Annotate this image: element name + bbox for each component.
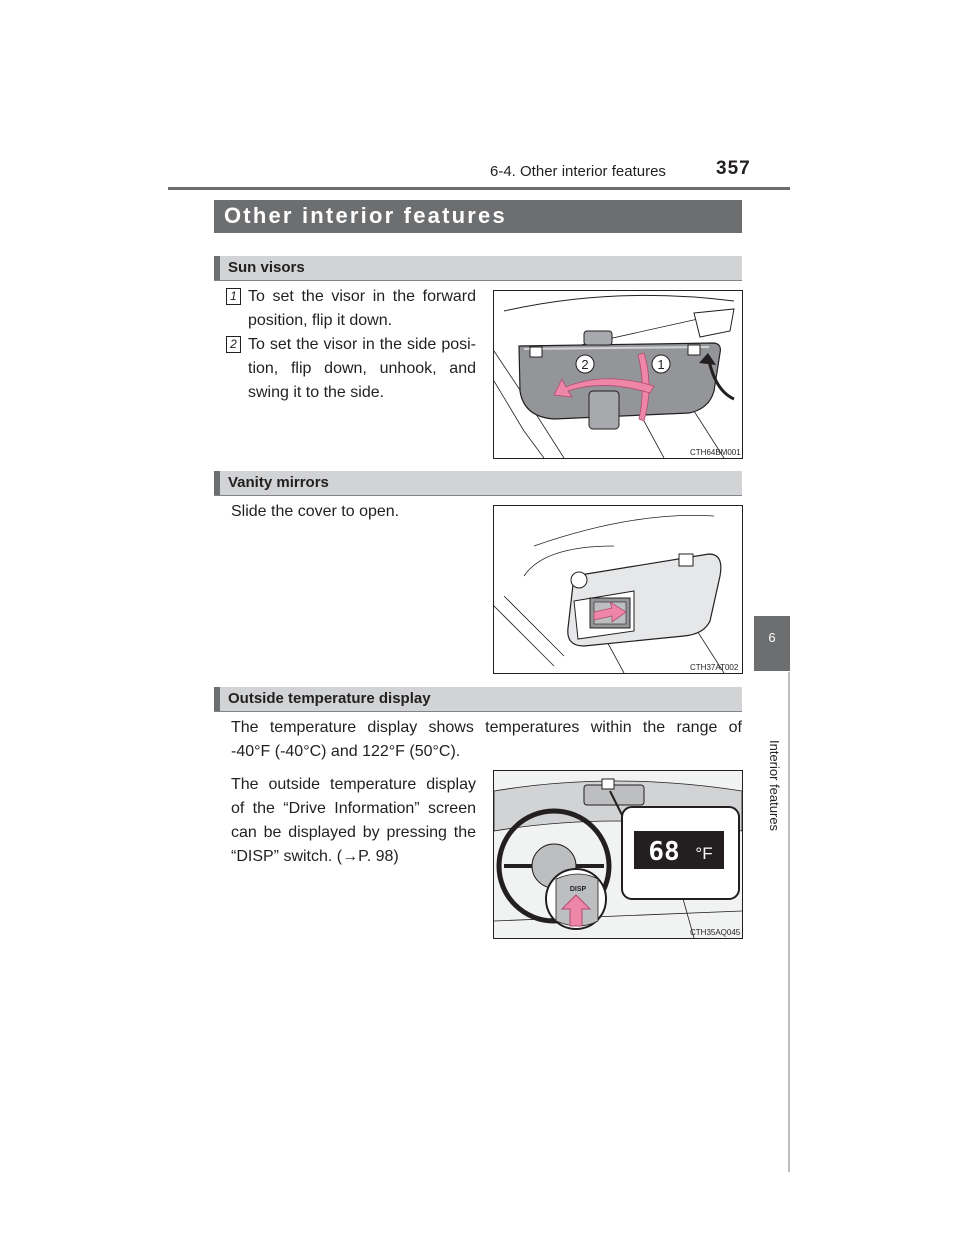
callout-1: 1 xyxy=(657,357,665,372)
disp-switch-label: DISP xyxy=(569,886,587,893)
section-heading-label: Outside temperature display xyxy=(228,690,431,707)
text-line: “DISP” switch. (→P. 98) xyxy=(231,848,399,865)
text-line: can be displayed by pressing the xyxy=(231,824,476,841)
text-line: The outside temperature display xyxy=(231,776,476,793)
step-number-2: 2 xyxy=(226,336,241,353)
section-heading-label: Vanity mirrors xyxy=(228,474,329,491)
chapter-title: Interior features xyxy=(767,740,782,832)
temperature-value: 68 xyxy=(648,837,680,867)
text-line: of the “Drive Information” screen xyxy=(231,800,476,817)
vanity-mirror-text: Slide the cover to open. xyxy=(231,503,400,520)
page-title: Other interior features xyxy=(224,203,507,228)
text-line: position, flip it down. xyxy=(248,312,393,329)
step-number-1: 1 xyxy=(226,288,241,305)
text-line: To set the visor in the forward xyxy=(248,288,476,305)
figure-code: CTH35AQ045 xyxy=(690,928,741,937)
callout-2: 2 xyxy=(581,357,589,372)
chapter-number: 6 xyxy=(768,630,776,645)
outside-temp-range-text xyxy=(231,716,742,764)
figure-code: CTH64BM001 xyxy=(690,448,741,457)
sun-visor-illustration xyxy=(493,290,743,459)
header-rule xyxy=(168,187,790,190)
running-head: 6-4. Other interior features xyxy=(490,163,666,180)
text-line: -40°F (-40°C) and 122°F (50°C). xyxy=(231,743,461,760)
section-heading-vanity-mirrors xyxy=(214,471,742,496)
figure-code: CTH37AT002 xyxy=(690,663,739,672)
text-line: tion, flip down, unhook, and xyxy=(248,360,476,377)
section-heading-label: Sun visors xyxy=(228,259,305,276)
outside-temp-disp-text xyxy=(231,773,476,869)
section-heading-sun-visors xyxy=(214,256,742,281)
step-text-2 xyxy=(248,333,476,405)
chapter-rail xyxy=(788,672,790,1172)
section-heading-outside-temp xyxy=(214,687,742,712)
temperature-unit: °F xyxy=(695,844,713,863)
step-text-1 xyxy=(248,285,476,333)
text-line: To set the visor in the side posi- xyxy=(248,336,476,353)
text-line: swing it to the side. xyxy=(248,384,385,401)
text-line: The temperature display shows temperatures within the range of xyxy=(231,719,742,736)
page-number: 357 xyxy=(716,158,751,179)
vanity-mirror-illustration xyxy=(493,505,743,674)
temperature-display-illustration xyxy=(493,770,743,939)
